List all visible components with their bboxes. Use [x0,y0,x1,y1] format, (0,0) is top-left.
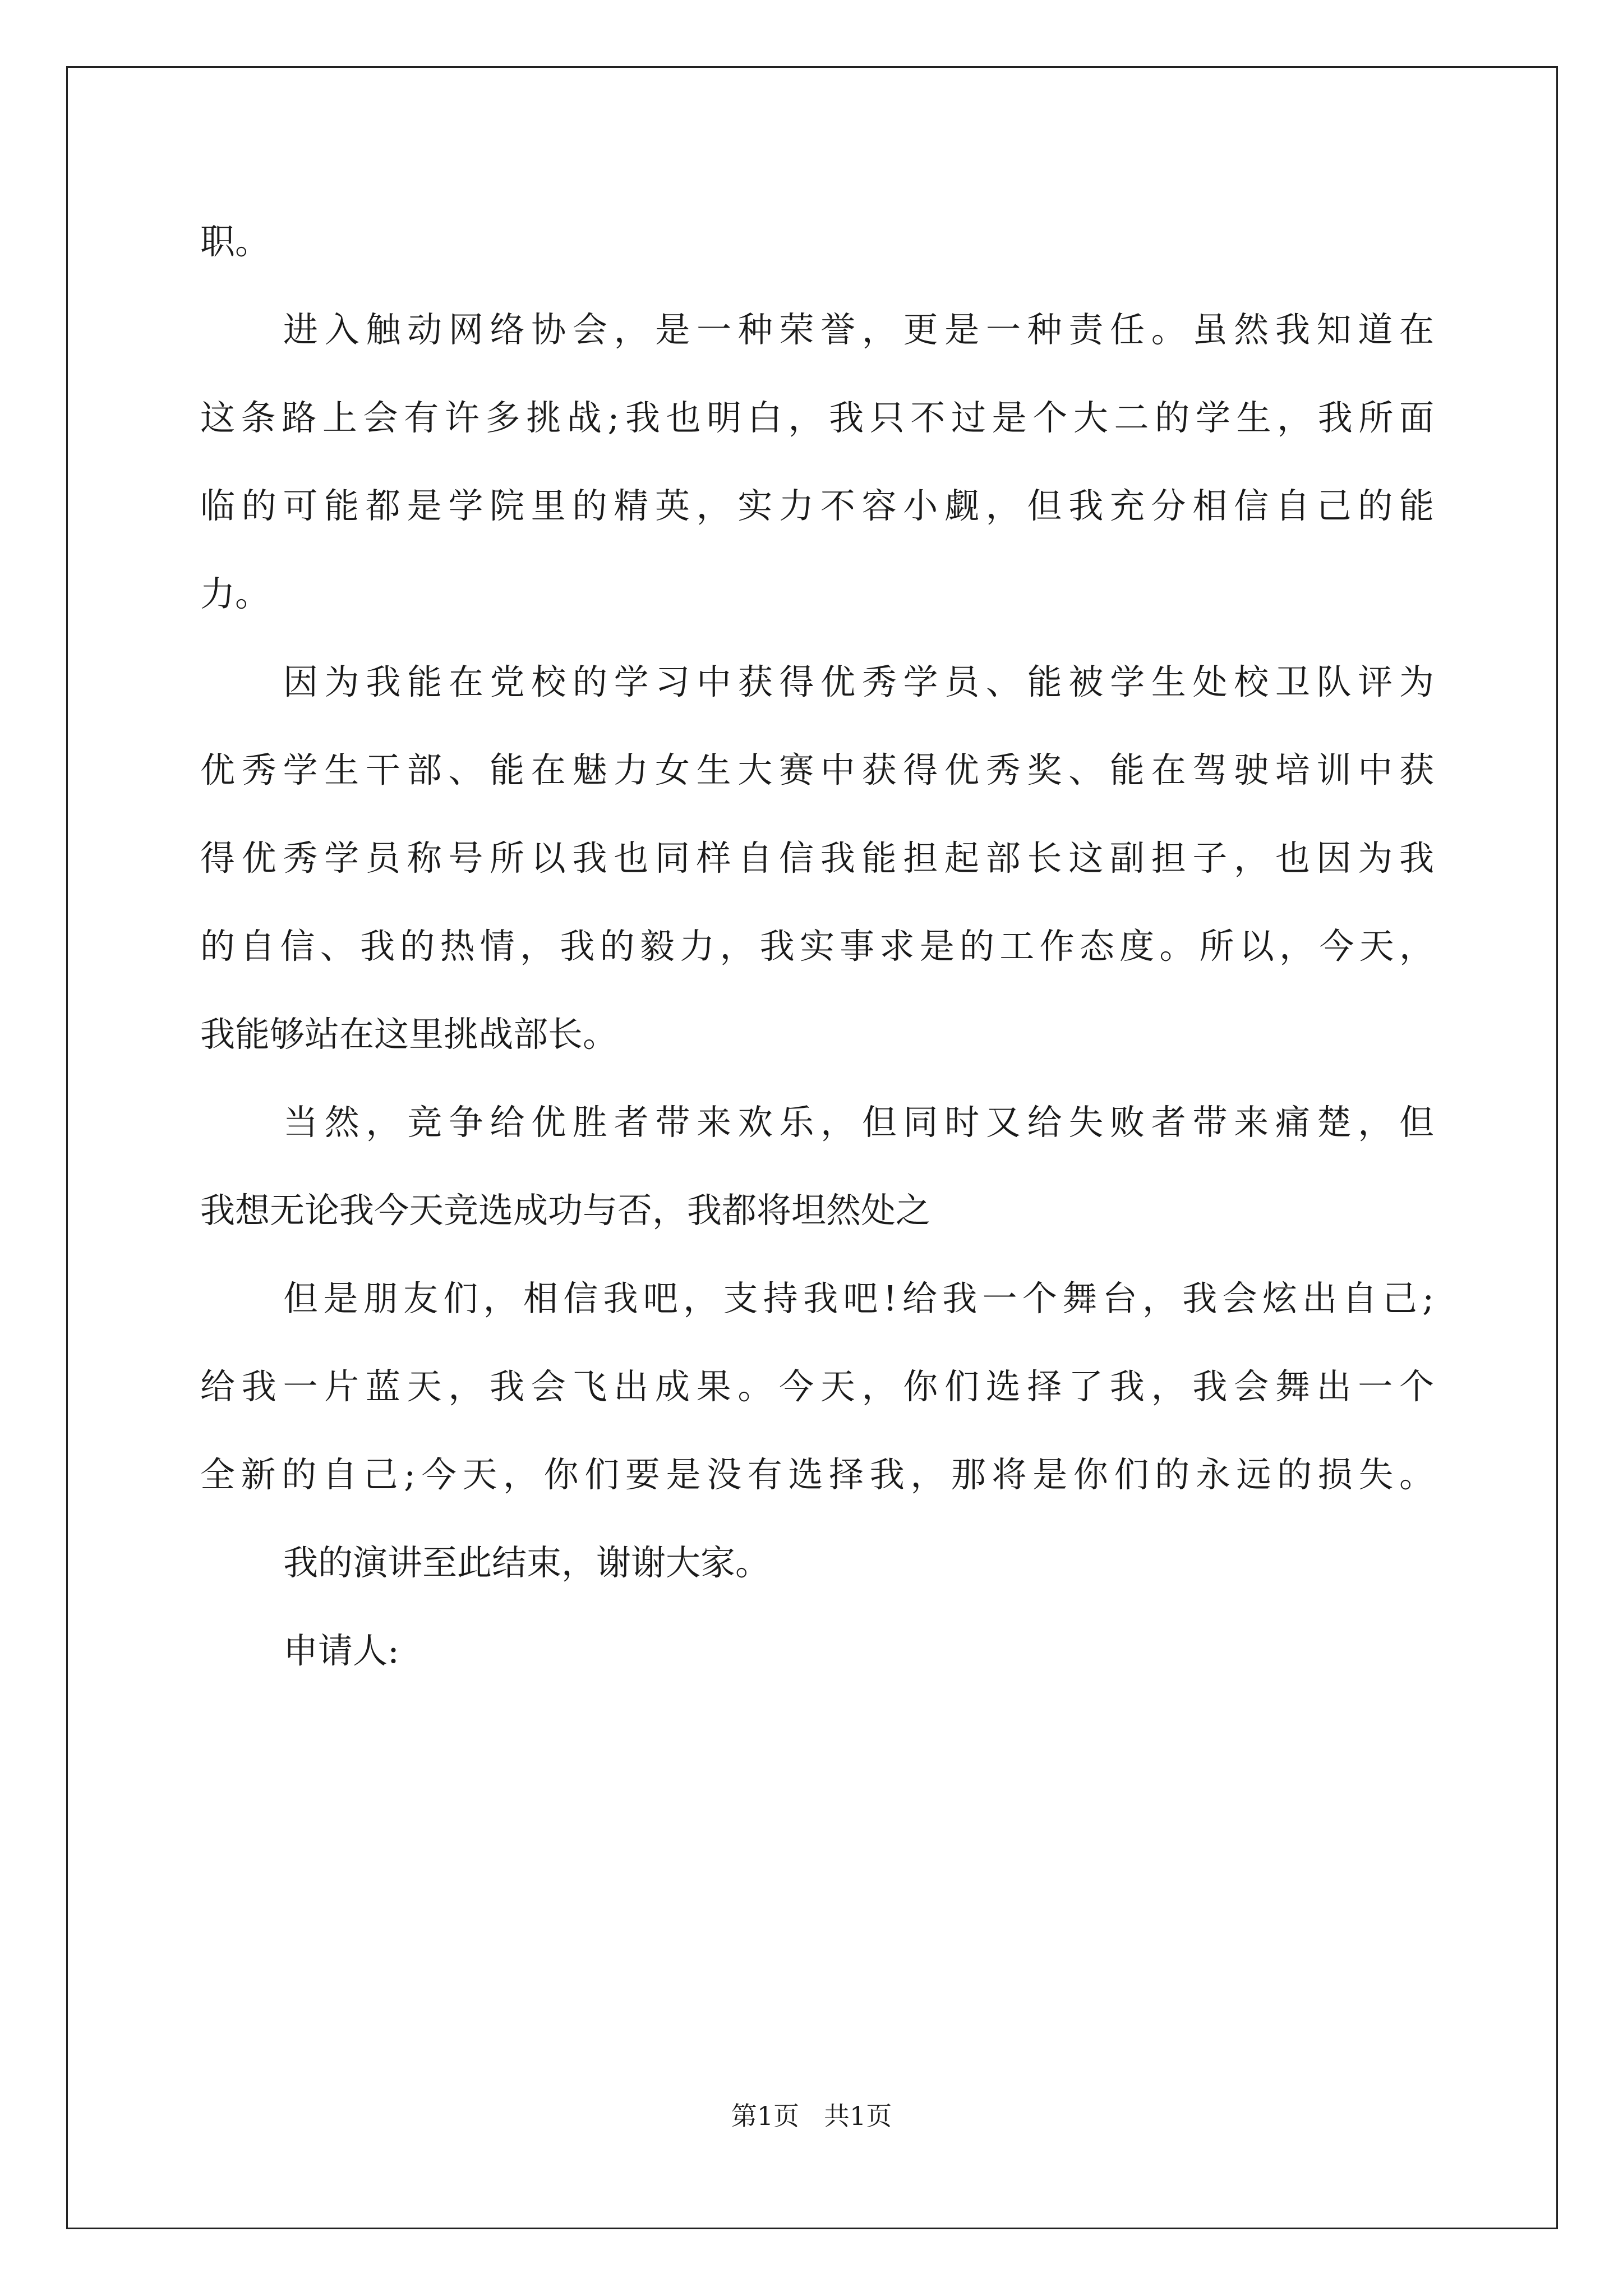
text-line: 因为我能在党校的学习中获得优秀学员、能被学生处校卫队评为 [283,661,1434,702]
page-footer [0,2099,1623,2133]
text-line: 职。 [200,221,270,262]
text-line: 临的可能都是学院里的精英，实力不容小觑，但我充分相信自己的能 [200,485,1434,526]
document-body [200,197,1434,1695]
text-line: 我能够站在这里挑战部长。 [200,1014,618,1055]
text-line: 我的演讲至此结束，谢谢大家。 [283,1542,771,1583]
text-line: 这条路上会有许多挑战;我也明白，我只不过是个大二的学生，我所面 [200,397,1434,438]
text-line: 全新的自己;今天，你们要是没有选择我，那将是你们的永远的损失。 [200,1454,1434,1495]
text-line: 给我一片蓝天，我会飞出成果。今天，你们选择了我，我会舞出一个 [200,1366,1434,1407]
text-line: 当然，竞争给优胜者带来欢乐，但同时又给失败者带来痛楚，但 [283,1102,1434,1143]
text-line: 的自信、我的热情，我的毅力，我实事求是的工作态度。所以，今天， [200,926,1434,967]
text-line: 力。 [200,573,270,614]
page-number: 第1页 [731,2101,800,2131]
text-line: 进入触动网络协会，是一种荣誉，更是一种责任。虽然我知道在 [283,309,1434,350]
text-line: 优秀学生干部、能在魅力女生大赛中获得优秀奖、能在驾驶培训中获 [200,749,1434,790]
text-line: 但是朋友们，相信我吧，支持我吧!给我一个舞台，我会炫出自己; [283,1278,1434,1319]
applicant-label: 申请人: [283,1630,399,1671]
text-line: 得优秀学员称号所以我也同样自信我能担起部长这副担子，也因为我 [200,838,1434,878]
page-total: 共1页 [823,2101,892,2131]
text-line: 我想无论我今天竞选成功与否，我都将坦然处之 [200,1190,931,1231]
